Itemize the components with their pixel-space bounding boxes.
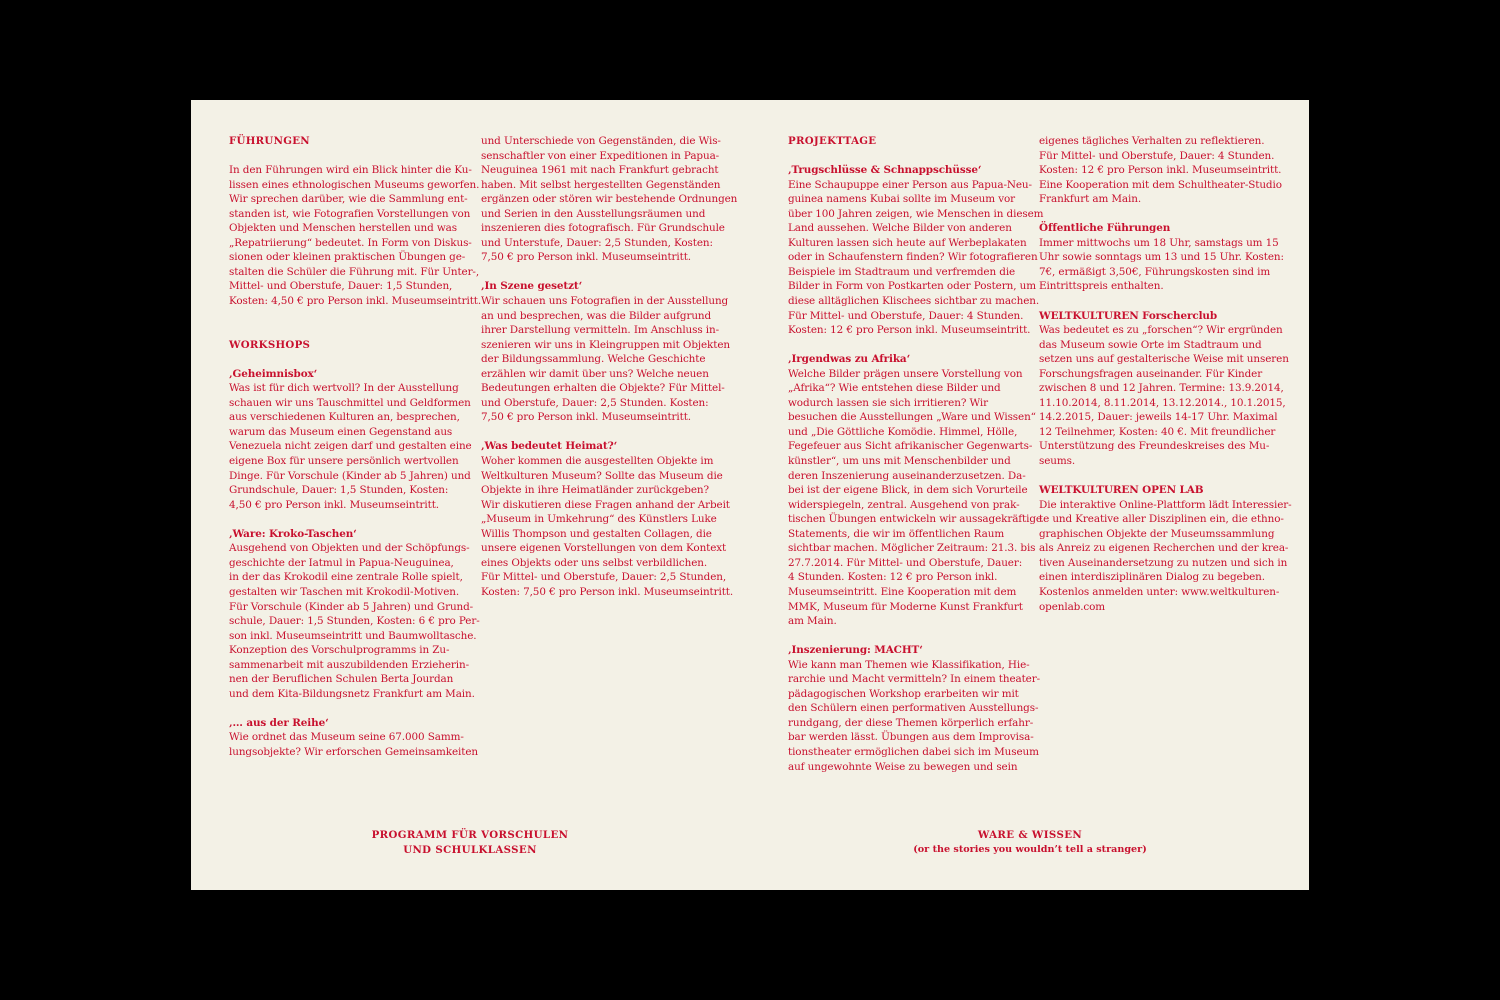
text-line: gestalten wir Taschen mit Krokodil-Motiven. <box>229 585 460 598</box>
text-line: Forschungsfragen auseinander. Für Kinder <box>1039 367 1263 380</box>
text-line: der Bildungssammlung. Welche Geschichte <box>481 353 706 366</box>
text-line: Grundschule, Dauer: 1,5 Stunden, Kosten: <box>229 484 449 497</box>
text-line: in der das Krokodil eine zentrale Rolle spielt, <box>229 571 463 584</box>
reihe-text-continued <box>481 134 738 265</box>
text-line: den Schülern einen performativen Ausstellungs- <box>788 702 1039 715</box>
text-line: am Main. <box>788 615 837 628</box>
text-line: standen ist, wie Fotografien Vorstellungen von <box>229 207 471 220</box>
text-line: aus verschiedenen Kulturen an, besprechen, <box>229 411 460 424</box>
text-line: stalten die Schüler die Führung mit. Für Unter-, <box>229 265 480 278</box>
text-line: an und besprechen, was die Bilder aufgrund <box>481 309 712 322</box>
heimat-title: ‚Was bedeutet Heimat?‘ <box>481 440 618 453</box>
text-line: Beispiele im Stadtraum und verfremden die <box>788 265 1016 278</box>
text-line: einen interdisziplinären Dialog zu begeben. <box>1039 571 1265 584</box>
text-line: graphischen Objekte der Museumssammlung <box>1039 527 1275 540</box>
text-line: Wir sprechen darüber, wie die Sammlung ent- <box>229 193 468 206</box>
text-line: und Unterschiede von Gegenständen, die Wis- <box>481 135 721 147</box>
text-line: tionstheater ermöglichen dabei sich im Museum <box>788 745 1039 758</box>
text-line: lissen eines ethnologischen Museums geworfen. <box>229 178 480 191</box>
text-line: Dinge. Für Vorschule (Kinder ab 5 Jahren) und <box>229 469 471 482</box>
text-line: Ausgehend von Objekten und der Schöpfungs- <box>229 542 470 555</box>
text-line: Kulturen lassen sich heute auf Werbeplakaten <box>788 236 1027 249</box>
text-line: 12 Teilnehmer, Kosten: 40 €. Mit freundlicher <box>1039 425 1276 438</box>
text-line: rundgang, der diese Themen körperlich erfahr- <box>788 716 1034 729</box>
text-line: Land aussehen. Welche Bilder von anderen <box>788 222 1012 235</box>
text-line: te und Kreative aller Disziplinen ein, die ethno- <box>1039 513 1284 526</box>
text-line: Wie kann man Themen wie Klassifikation, Hie- <box>788 658 1030 671</box>
forscherclub-title: WELTKULTUREN Forscherclub <box>1039 309 1218 322</box>
text-line: openlab.com <box>1039 600 1106 613</box>
text-line: „Afrika“? Wie entstehen diese Bilder und <box>788 382 1001 395</box>
text-line: 11.10.2014, 8.11.2014, 13.12.2014., 10.1.2015, <box>1039 396 1286 409</box>
text-line: In den Führungen wird ein Blick hinter die Ku- <box>229 164 472 177</box>
heimat-text <box>481 454 734 599</box>
text-line: Für Mittel- und Oberstufe, Dauer: 4 Stunden. <box>1039 149 1275 162</box>
footer-right-title: WARE & WISSEN <box>977 829 1083 841</box>
oeffentliche-fuehrungen-text <box>1039 236 1284 294</box>
text-line: setzen uns auf gestalterische Weise mit unseren <box>1039 353 1289 366</box>
text-line: Was bedeutet es zu „forschen“? Wir ergründen <box>1039 324 1283 337</box>
text-line: Museumseintritt. Eine Kooperation mit dem <box>788 585 1017 598</box>
macht-title: ‚Inszenierung: MACHT‘ <box>788 644 923 657</box>
reihe-title: ‚… aus der Reihe‘ <box>229 716 329 729</box>
footer-left-line-1: PROGRAMM FÜR VORSCHULEN <box>371 829 569 841</box>
text-line: haben. Mit selbst hergestellten Gegenständen <box>481 178 721 191</box>
text-line: 4,50 € pro Person inkl. Museumseintritt. <box>229 498 439 511</box>
projekttage-heading: PROJEKTTAGE <box>788 135 877 147</box>
open-lab-text <box>1039 498 1292 614</box>
text-line: besuchen die Ausstellungen „Ware und Wissen“ <box>788 411 1036 424</box>
reihe-text <box>229 730 478 759</box>
geheimnisbox-title: ‚Geheimnisbox‘ <box>229 367 318 380</box>
text-line: Objekten und Menschen herstellen und was <box>229 222 457 235</box>
text-line: eigene Box für unsere persönlich wertvollen <box>229 455 459 468</box>
trug-text <box>788 178 1044 338</box>
text-line: tischen Übungen entwickeln wir aussagekräftige <box>788 513 1042 526</box>
text-line: ihrer Darstellung vermitteln. Im Anschluss in- <box>481 324 720 337</box>
text-line: und „Die Göttliche Komödie. Himmel, Hölle, <box>788 425 1018 438</box>
text-line: „Museum in Umkehrung“ des Künstlers Luke <box>481 513 717 526</box>
footer-left-line-2: UND SCHULKLASSEN <box>403 843 537 856</box>
text-line: unsere eigenen Vorstellungen von dem Kontext <box>481 542 727 555</box>
text-line: Kosten: 12 € pro Person inkl. Museumseintritt. <box>1039 164 1282 177</box>
text-line: das Museum sowie Orte im Stadtraum und <box>1039 338 1262 351</box>
text-line: Venezuela nicht zeigen darf und gestalten eine <box>229 440 472 453</box>
geheimnisbox-text <box>229 381 472 512</box>
text-line: Für Mittel- und Oberstufe, Dauer: 2,5 Stunden, <box>481 571 727 584</box>
footer-right <box>900 828 1160 857</box>
text-line: oder in Schaufenstern finden? Wir fotografieren <box>788 251 1038 264</box>
text-line: bei ist der eigene Blick, in dem sich Vorurteile <box>788 484 1028 497</box>
text-line: Für Vorschule (Kinder ab 5 Jahren) und Grund- <box>229 600 474 613</box>
text-line: geschichte der Iatmul in Papua-Neuguinea, <box>229 556 454 569</box>
fuehrungen-heading: FÜHRUNGEN <box>229 135 310 147</box>
text-line: und Unterstufe, Dauer: 2,5 Stunden, Kosten: <box>481 236 713 249</box>
text-line: senschaftler von einer Expeditionen in Papua- <box>481 149 720 162</box>
text-line: Woher kommen die ausgestellten Objekte im <box>481 455 714 468</box>
text-line: sichtbar machen. Möglicher Zeitraum: 21.3. bis <box>788 542 1036 555</box>
text-line: 7,50 € pro Person inkl. Museumseintritt. <box>481 251 691 264</box>
column-3 <box>788 134 1044 774</box>
text-line: deren Inszenierung auseinanderzusetzen. Da- <box>788 469 1026 482</box>
text-line: „Repatriierung“ bedeutet. In Form von Diskus- <box>229 236 472 249</box>
text-line: guinea namens Kubai sollte im Museum vor <box>788 193 1016 206</box>
oeffentliche-fuehrungen-title: Öffentliche Führungen <box>1039 222 1171 235</box>
text-line: schule, Dauer: 1,5 Stunden, Kosten: 6 € pro Per- <box>229 615 480 628</box>
text-line: seums. <box>1039 455 1076 468</box>
text-line: Kosten: 12 € pro Person inkl. Museumseintritt. <box>788 324 1031 337</box>
text-line: als Anreiz zu eigenen Recherchen und der krea- <box>1039 542 1289 555</box>
text-line: sionen oder kleinen praktischen Übungen ge- <box>229 251 466 264</box>
fuehrungen-text <box>229 163 482 308</box>
text-line: Objekte in ihre Heimatländer zurückgeben? <box>481 484 709 497</box>
text-line: zwischen 8 und 12 Jahren. Termine: 13.9.2014, <box>1039 382 1284 395</box>
text-line: Kosten: 4,50 € pro Person inkl. Museumseintritt. <box>229 295 482 308</box>
column-4 <box>1039 134 1292 614</box>
trug-title: ‚Trugschlüsse & Schnappschüsse‘ <box>788 164 982 177</box>
text-line: künstler“, um uns mit Menschenbilder und <box>788 455 1011 468</box>
text-line: Willis Thompson und gestalten Collagen, die <box>481 527 712 540</box>
text-line: Für Mittel- und Oberstufe, Dauer: 4 Stunden. <box>788 309 1024 322</box>
afrika-text <box>788 367 1042 629</box>
afrika-title: ‚Irgendwas zu Afrika‘ <box>788 353 911 366</box>
kroko-title: ‚Ware: Kroko-Taschen‘ <box>229 527 357 540</box>
text-line: 7,50 € pro Person inkl. Museumseintritt. <box>481 411 691 424</box>
column-2 <box>481 134 738 600</box>
text-line: Weltkulturen Museum? Sollte das Museum die <box>481 469 723 482</box>
text-line: MMK, Museum für Moderne Kunst Frankfurt <box>788 600 1023 613</box>
text-line: schauen wir uns Tauschmittel und Geldformen <box>229 396 471 409</box>
text-line: Bedeutungen erhalten die Objekte? Für Mittel- <box>481 382 725 395</box>
column-1 <box>229 134 482 760</box>
text-line: Fegefeuer aus Sicht afrikanischer Gegenwarts- <box>788 440 1033 453</box>
text-line: und Oberstufe, Dauer: 2,5 Stunden. Kosten: <box>481 396 709 409</box>
text-line: und Serien in den Ausstellungsräumen und <box>481 207 706 220</box>
kroko-text <box>229 541 480 701</box>
footer-right-subtitle: (or the stories you wouldn’t tell a stranger) <box>913 843 1147 855</box>
text-line: auf ungewohnte Weise zu bewegen und sein <box>788 760 1018 773</box>
text-line: widerspiegeln, zentral. Ausgehend von prak- <box>788 498 1020 511</box>
text-line: Bilder in Form von Postkarten oder Postern, um <box>788 280 1036 293</box>
text-line: und dem Kita-Bildungsnetz Frankfurt am Main. <box>229 687 475 700</box>
text-line: erzählen wir damit über uns? Welche neuen <box>481 367 709 380</box>
text-line: Unterstützung des Freundeskreises des Mu- <box>1039 440 1270 453</box>
text-line: Welche Bilder prägen unsere Vorstellung von <box>788 367 1023 380</box>
text-line: eigenes tägliches Verhalten zu reflektieren. <box>1039 135 1265 147</box>
text-line: 14.2.2015, Dauer: jeweils 14-17 Uhr. Maximal <box>1039 411 1278 424</box>
text-line: Uhr sowie sonntags um 13 und 15 Uhr. Kosten: <box>1039 251 1284 264</box>
text-line: Was ist für dich wertvoll? In der Ausstellung <box>229 382 459 395</box>
text-line: über 100 Jahren zeigen, wie Menschen in diesem <box>788 207 1044 220</box>
text-line: inszenieren dies fotografisch. Für Grundschule <box>481 222 725 235</box>
open-lab-title: WELTKULTUREN OPEN LAB <box>1039 484 1204 497</box>
footer-left <box>350 828 590 857</box>
text-line: Frankfurt am Main. <box>1039 193 1142 206</box>
text-line: ergänzen oder stören wir bestehende Ordnungen <box>481 193 738 206</box>
text-line: wodurch lassen sie sich irritieren? Wir <box>788 396 988 409</box>
text-line: Kostenlos anmelden unter: www.weltkulturen- <box>1039 585 1280 598</box>
text-line: Eintrittspreis enthalten. <box>1039 280 1164 293</box>
text-line: lungsobjekte? Wir erforschen Gemeinsamkeiten <box>229 745 478 758</box>
text-line: nen der Beruflichen Schulen Berta Jourdan <box>229 673 454 686</box>
workshops-heading: WORKSHOPS <box>229 338 311 351</box>
text-line: Eine Kooperation mit dem Schultheater-Studio <box>1039 178 1282 191</box>
text-line: bar werden lässt. Übungen aus dem Improvisa- <box>788 731 1034 744</box>
text-line: 4 Stunden. Kosten: 12 € pro Person inkl. <box>788 571 998 584</box>
text-line: Wir diskutieren diese Fragen anhand der Arbeit <box>481 498 730 511</box>
text-line: pädagogischen Workshop erarbeiten wir mit <box>788 687 1019 700</box>
text-line: rarchie und Macht vermitteln? In einem theater- <box>788 673 1041 686</box>
text-line: sammenarbeit mit auszubildenden Erzieherin- <box>229 658 469 671</box>
text-line: Mittel- und Oberstufe, Dauer: 1,5 Stunden, <box>229 280 453 293</box>
forscherclub-text <box>1039 323 1289 468</box>
text-line: warum das Museum einen Gegenstand aus <box>229 425 453 438</box>
text-line: son inkl. Museumseintritt und Baumwolltasche. <box>229 629 477 642</box>
szene-title: ‚In Szene gesetzt‘ <box>481 280 583 293</box>
text-line: Konzeption des Vorschulprogramms in Zu- <box>229 644 450 657</box>
szene-text <box>481 294 730 425</box>
macht-text <box>788 658 1041 774</box>
text-line: eines Objekts oder uns selbst verbildlichen. <box>481 556 708 569</box>
text-line: Kosten: 7,50 € pro Person inkl. Museumseintritt. <box>481 585 734 598</box>
text-line: tiven Auseinandersetzung zu nutzen und sich in <box>1039 556 1288 569</box>
text-line: Eine Schaupuppe einer Person aus Papua-Neu- <box>788 178 1032 191</box>
text-line: Wie ordnet das Museum seine 67.000 Samm- <box>229 731 464 744</box>
text-line: Die interaktive Online-Plattform lädt Interessier- <box>1039 498 1292 511</box>
text-line: Statements, die wir im öffentlichen Raum <box>788 527 1005 540</box>
text-line: 27.7.2014. Für Mittel- und Oberstufe, Dauer: <box>788 556 1023 569</box>
macht-text-continued <box>1039 134 1282 207</box>
text-line: Immer mittwochs um 18 Uhr, samstags um 15 <box>1039 236 1279 249</box>
text-line: diese alltäglichen Klischees sichtbar zu machen. <box>788 295 1040 308</box>
text-line: Wir schauen uns Fotografien in der Ausstellung <box>481 295 729 308</box>
text-line: Neuguinea 1961 mit nach Frankfurt gebracht <box>481 164 719 177</box>
text-line: szenieren wir uns in Kleingruppen mit Objekten <box>481 338 730 351</box>
text-line: 7€, ermäßigt 3,50€, Führungskosten sind im <box>1039 265 1271 278</box>
